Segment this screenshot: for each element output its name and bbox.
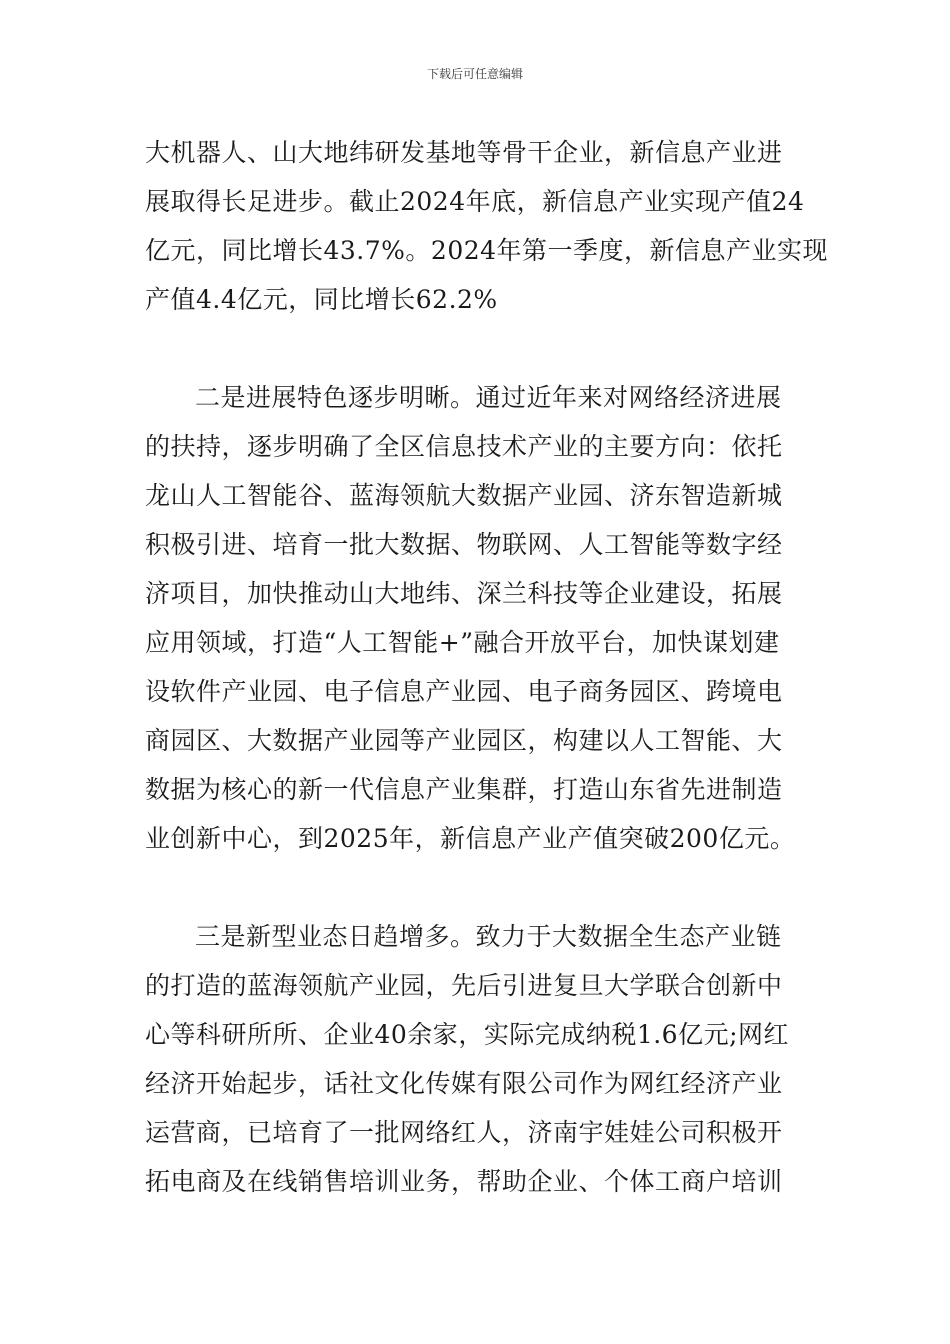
paragraph-2-line-1: 二是进展特色逐步明晰。通过近年来对网络经济进展 [195,383,782,412]
paragraph-3-line-4: 经济开始起步，话社文化传媒有限公司作为网红经济产业 [145,1069,783,1098]
paragraph-2-line-10: 业创新中心，到2025年，新信息产业产值突破200亿元。 [145,824,796,853]
paragraph-3-line-3: 心等科研所所、企业40余家，实际完成纳税1.6亿元;网红 [145,1020,789,1049]
paragraph-2-line-2: 的扶持，逐步明确了全区信息技术产业的主要方向：依托 [145,432,783,461]
paragraph-gap [145,863,805,912]
paragraph-1-line-3: 亿元，同比增长43.7%。2024年第一季度，新信息产业实现 [145,236,829,265]
paragraph-3-line-1: 三是新型业态日趋增多。致力于大数据全生态产业链 [195,922,782,951]
paragraph-1-line-4: 产值4.4亿元，同比增长62.2% [145,285,498,314]
paragraph-3-line-2: 的打造的蓝海领航产业园，先后引进复旦大学联合创新中 [145,971,783,1000]
document-body [145,128,829,1206]
paragraph-2-line-8: 商园区、大数据产业园等产业园区，构建以人工智能、大 [145,726,783,755]
paragraph-1-line-1: 大机器人、山大地纬研发基地等骨干企业，新信息产业进 [145,138,783,167]
paragraph-1-line-2: 展取得长足进步。截止2024年底，新信息产业实现产值24 [145,187,805,216]
paragraph-2-line-4: 积极引进、培育一批大数据、物联网、人工智能等数字经 [145,530,783,559]
paragraph-2-line-3: 龙山人工智能谷、蓝海领航大数据产业园、济东智造新城 [145,481,783,510]
paragraph-2-line-5: 济项目，加快推动山大地纬、深兰科技等企业建设，拓展 [145,579,783,608]
paragraph-2-line-9: 数据为核心的新一代信息产业集群，打造山东省先进制造 [145,775,783,804]
paragraph-3-line-6: 拓电商及在线销售培训业务，帮助企业、个体工商户培训 [145,1167,783,1196]
paragraph-3-line-5: 运营商，已培育了一批网络红人，济南宇娃娃公司积极开 [145,1118,783,1147]
paragraph-gap [145,324,805,373]
page-header: 下载后可任意编辑 [426,67,523,81]
paragraph-2-line-6: 应用领域，打造“人工智能+”融合开放平台，加快谋划建 [145,628,780,657]
paragraph-2-line-7: 设软件产业园、电子信息产业园、电子商务园区、跨境电 [145,677,783,706]
